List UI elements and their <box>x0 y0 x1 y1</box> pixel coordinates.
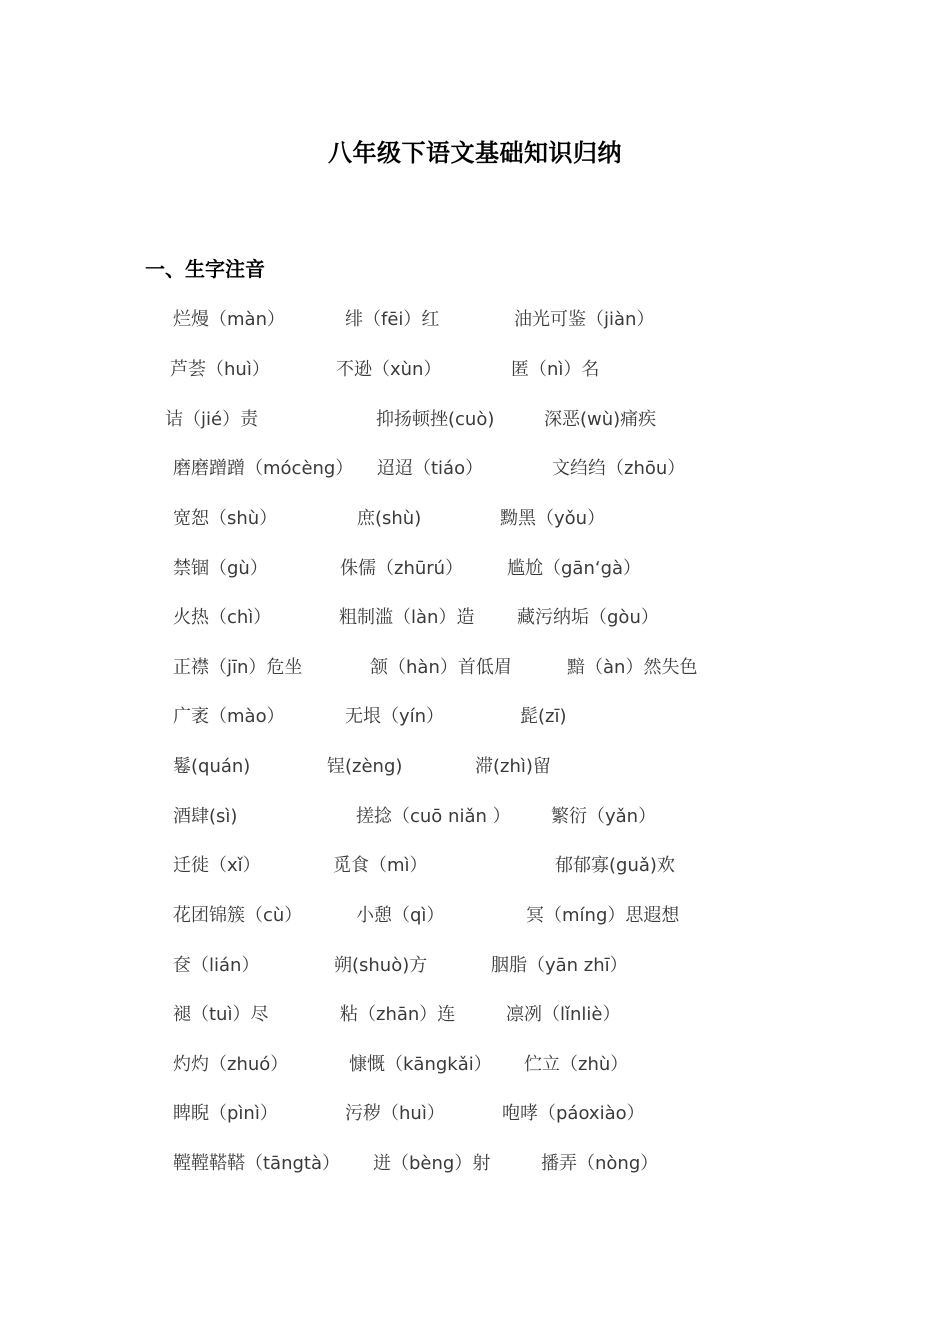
vocab-row <box>0 355 950 383</box>
vocab-item: 粗制滥（làn）造 <box>339 607 475 628</box>
vocab-item: 粘（zhān）连 <box>340 1004 456 1025</box>
vocab-item: 宽恕（shù） <box>173 508 278 529</box>
vocab-item: 藏污纳垢（gòu） <box>517 607 659 628</box>
vocab-item: 酒肆(sì) <box>173 806 238 827</box>
section-heading: 一、生字注音 <box>145 257 265 281</box>
vocab-row <box>0 454 950 482</box>
vocab-row <box>0 305 950 333</box>
vocab-item: 颔（hàn）首低眉 <box>370 657 512 678</box>
vocab-item: 侏儒（zhūrú） <box>340 558 464 579</box>
vocab-item: 无垠（yín） <box>345 706 445 727</box>
vocab-item: 尴尬（gān‘gà） <box>507 558 642 579</box>
vocab-row <box>0 1050 950 1078</box>
vocab-item: 滞(zhì)留 <box>475 756 551 777</box>
vocab-row <box>0 504 950 532</box>
vocab-item: 深恶(wù)痛疾 <box>544 409 657 430</box>
vocab-row <box>0 603 950 631</box>
vocab-item: 鞺鞺鞳鞳（tāngtà） <box>173 1153 341 1174</box>
vocab-item: 正襟（jīn）危坐 <box>173 657 303 678</box>
vocab-row <box>0 1099 950 1127</box>
vocab-item: 绯（fēi）红 <box>345 309 440 330</box>
vocab-item: 咆哮（páoxiào） <box>502 1103 645 1124</box>
vocab-row <box>0 951 950 979</box>
vocab-item: 锃(zèng) <box>327 756 403 777</box>
vocab-row <box>0 405 950 433</box>
vocab-item: 黝黑（yǒu） <box>500 508 606 529</box>
vocab-item: 褪（tuì）尽 <box>173 1004 269 1025</box>
vocab-item: 磨磨蹭蹭（mócèng） <box>173 458 354 479</box>
vocab-item: 诘（jié）责 <box>165 409 259 430</box>
vocab-item: 播弄（nòng） <box>541 1153 659 1174</box>
vocab-item: 不逊（xùn） <box>336 359 442 380</box>
vocab-item: 广袤（mào） <box>173 706 285 727</box>
vocab-row <box>0 1000 950 1028</box>
vocab-item: 烂熳（màn） <box>173 309 285 330</box>
document-title: 八年级下语文基础知识归纳 <box>328 139 622 167</box>
vocab-row <box>0 1149 950 1177</box>
vocab-item: 觅食（mì） <box>333 855 428 876</box>
vocab-item: 搓捻（cuō niǎn ） <box>356 806 511 827</box>
vocab-row <box>0 702 950 730</box>
vocab-item: 火热（chì） <box>173 607 272 628</box>
vocab-row <box>0 752 950 780</box>
vocab-item: 污秽（huì） <box>345 1103 445 1124</box>
vocab-item: 匿（nì）名 <box>511 359 600 380</box>
vocab-item: 伫立（zhù） <box>524 1054 629 1075</box>
vocab-item: 灼灼（zhuó） <box>173 1054 289 1075</box>
vocab-item: 黯（àn）然失色 <box>567 657 698 678</box>
vocab-item: 禁锢（gù） <box>173 558 268 579</box>
vocab-item: 芦荟（huì） <box>170 359 270 380</box>
vocab-item: 郁郁寡(guǎ)欢 <box>555 855 675 876</box>
vocab-item: 朔(shuò)方 <box>334 955 428 976</box>
vocab-row <box>0 851 950 879</box>
vocab-item: 髭(zī) <box>520 706 567 727</box>
vocab-item: 迁徙（xǐ） <box>173 855 261 876</box>
vocab-item: 抑扬顿挫(cuò) <box>376 409 495 430</box>
vocab-row <box>0 653 950 681</box>
vocab-item: 胭脂（yān zhī） <box>491 955 628 976</box>
vocab-item: 奁（lián） <box>173 955 260 976</box>
vocab-item: 花团锦簇（cù） <box>173 905 303 926</box>
vocab-item: 迢迢（tiáo） <box>377 458 484 479</box>
vocab-item: 庶(shù) <box>357 508 422 529</box>
vocab-row <box>0 554 950 582</box>
vocab-row <box>0 802 950 830</box>
vocab-item: 慷慨（kāngkǎi） <box>349 1054 492 1075</box>
vocab-item: 迸（bèng）射 <box>373 1153 491 1174</box>
vocab-item: 凛冽（lǐnliè） <box>506 1004 621 1025</box>
vocab-item: 油光可鉴（jiàn） <box>514 309 655 330</box>
vocab-item: 冥（míng）思遐想 <box>526 905 680 926</box>
vocab-item: 睥睨（pìnì） <box>173 1103 278 1124</box>
vocab-row <box>0 901 950 929</box>
vocab-item: 小憩（qì） <box>356 905 445 926</box>
vocab-item: 鬈(quán) <box>173 756 251 777</box>
vocab-item: 繁衍（yǎn） <box>551 806 657 827</box>
vocab-item: 文绉绉（zhōu） <box>552 458 686 479</box>
